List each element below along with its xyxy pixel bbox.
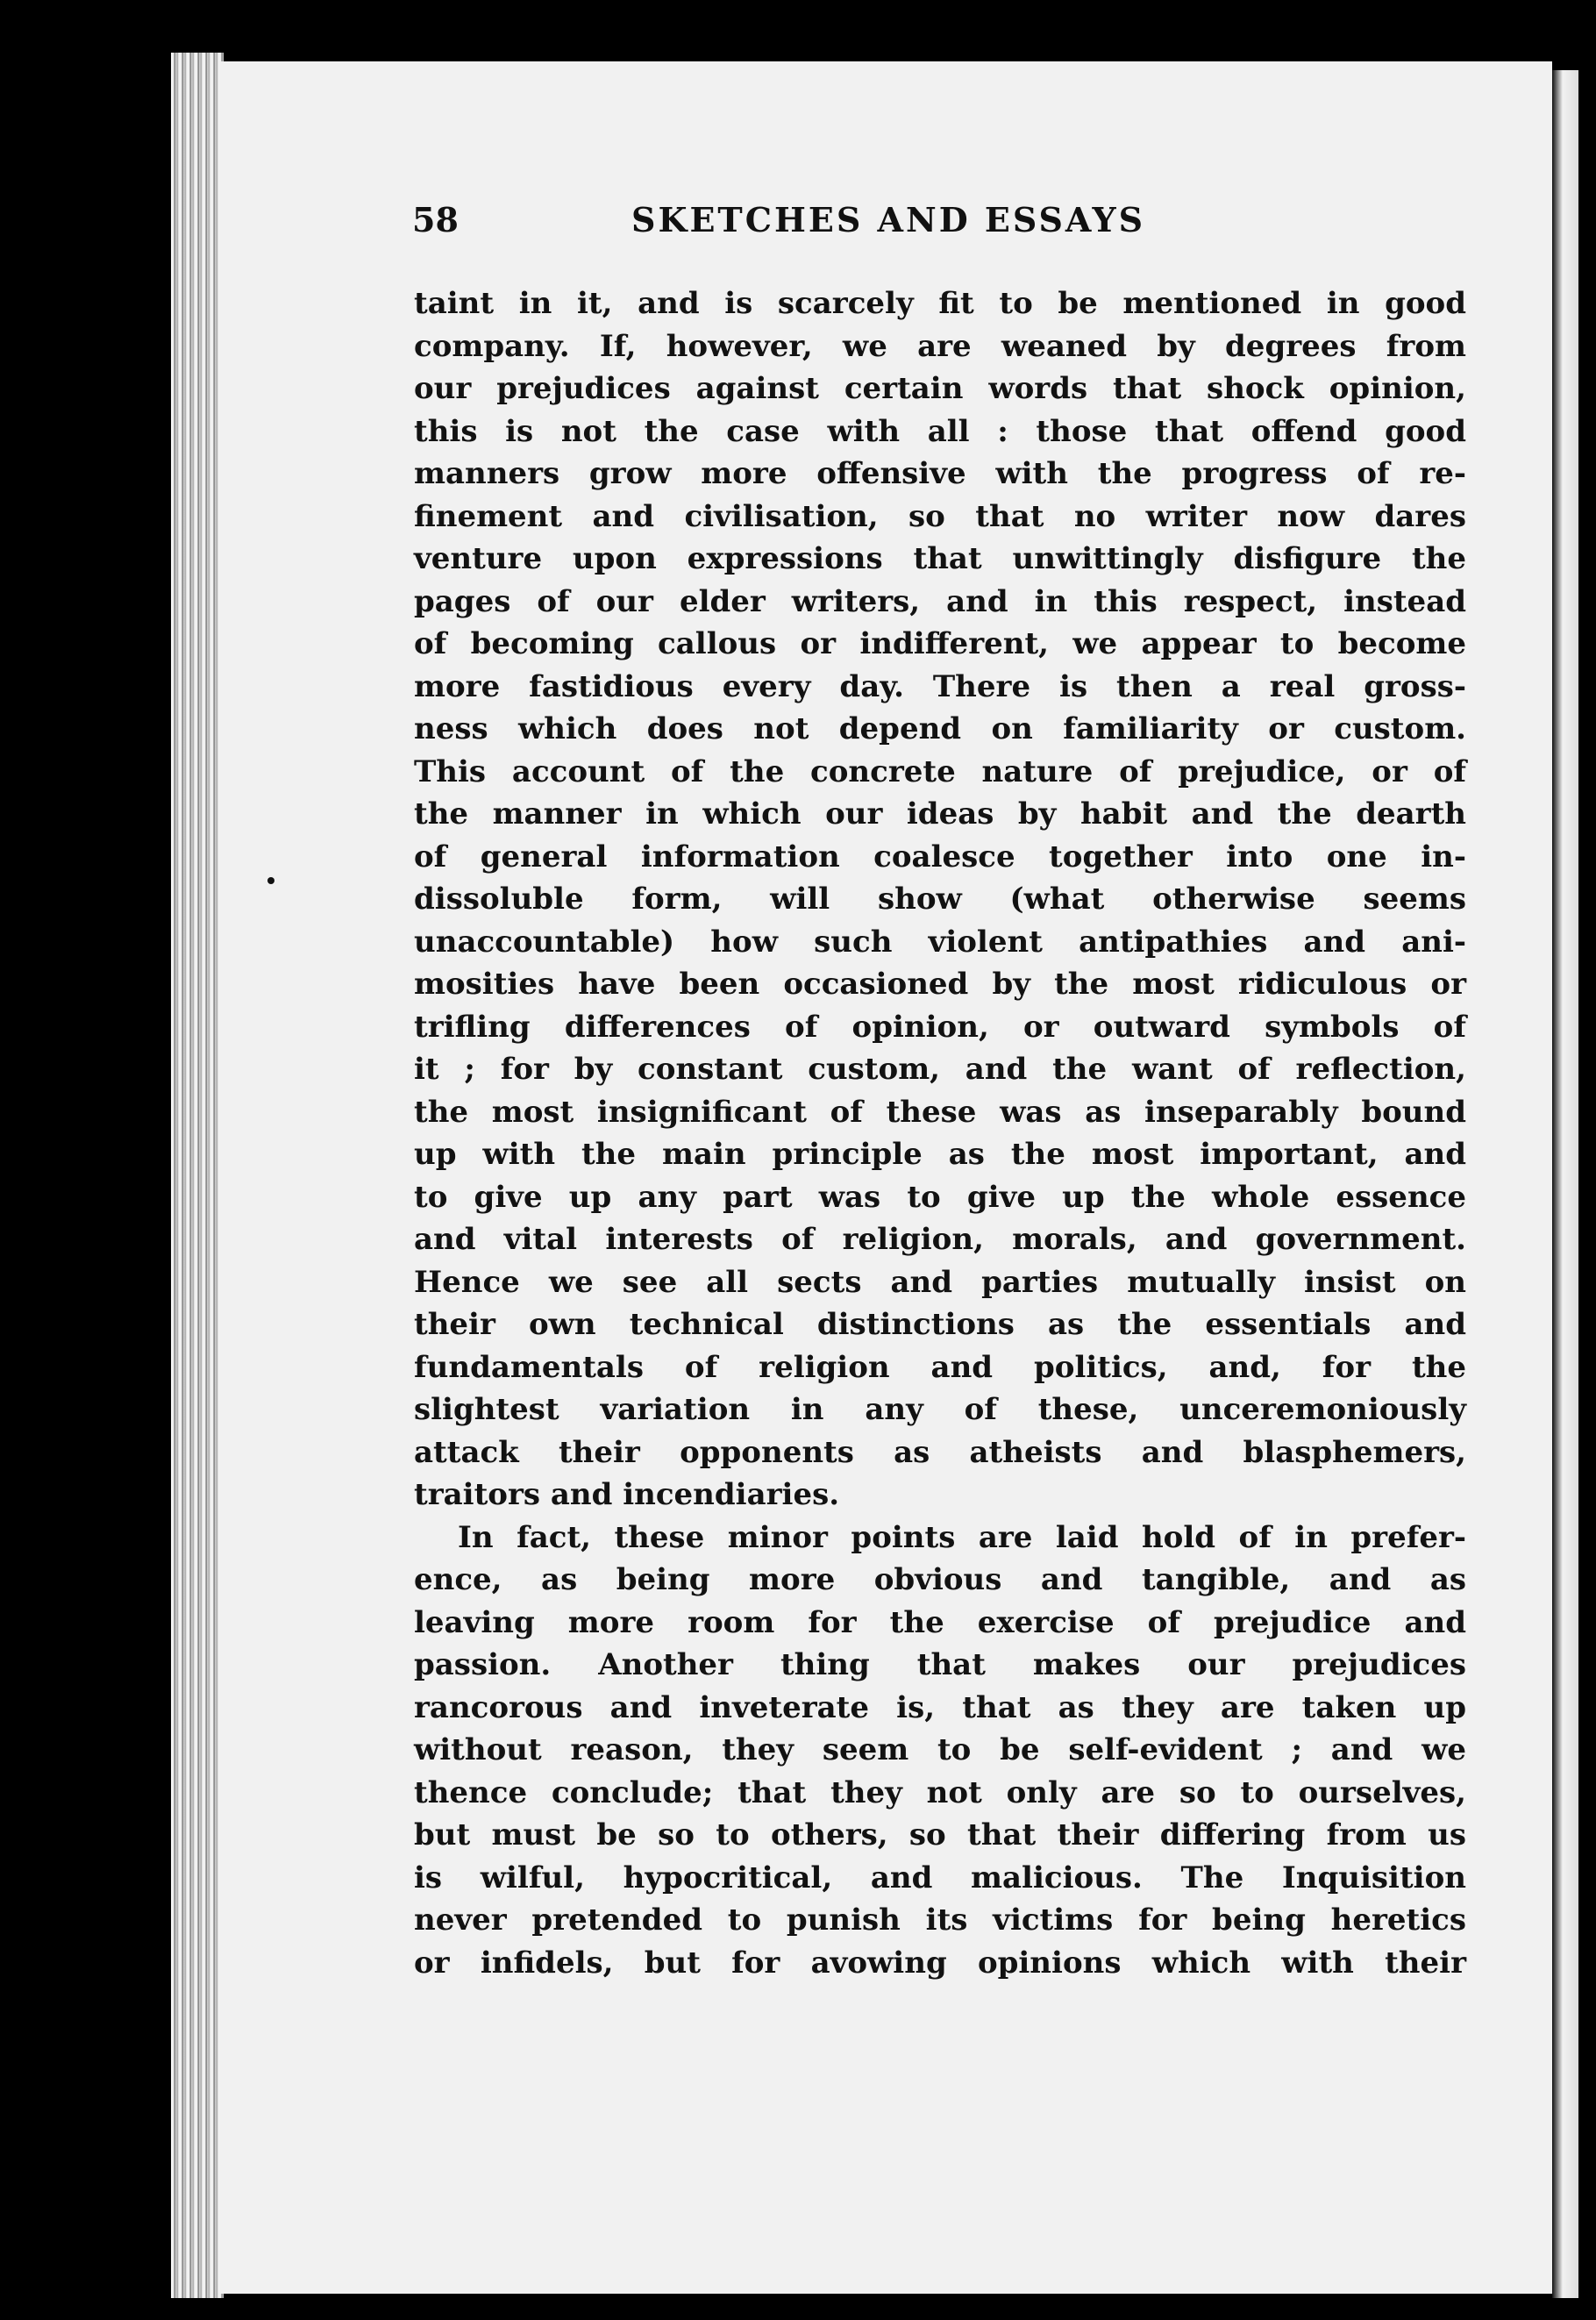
text-line: up with the main principle as the most important, and <box>414 1137 1466 1172</box>
text-line: mosities have been occasioned by the most ridiculous or <box>414 967 1466 1002</box>
text-line: the most insignificant of these was as inseparably bound <box>414 1094 1466 1130</box>
text-line: leaving more room for the exercise of prejudice and <box>414 1604 1466 1640</box>
text-line: rancorous and inveterate is, that as they are taken up <box>414 1689 1466 1725</box>
text-line: company. If, however, we are weaned by degrees from <box>414 328 1466 364</box>
text-line: trifling differences of opinion, or outward symbols of <box>414 1009 1466 1045</box>
text-line: never pretended to punish its victims for being heretics <box>414 1902 1466 1938</box>
text-line: traitors and incendiaries. <box>414 1477 840 1512</box>
running-title: SKETCHES AND ESSAYS <box>631 200 1146 239</box>
text-line: the manner in which our ideas by habit and the dearth <box>414 796 1466 832</box>
text-line: without reason, they seem to be self-evident ; and we <box>414 1732 1466 1767</box>
text-line: fundamentals of religion and politics, and, for the <box>414 1349 1466 1385</box>
text-line: their own technical distinctions as the essentials and <box>414 1307 1466 1342</box>
text-line: This account of the concrete nature of prejudice, or of <box>414 753 1466 789</box>
text-line: manners grow more offensive with the progress of re- <box>414 456 1466 491</box>
text-line: it ; for by constant custom, and the want of reflection, <box>414 1052 1466 1087</box>
text-line: to give up any part was to give up the whole essence <box>414 1179 1466 1215</box>
text-line: venture upon expressions that unwittingly disfigure the <box>414 541 1466 576</box>
text-line: attack their opponents as atheists and blasphemers, <box>414 1434 1466 1470</box>
page-number: 58 <box>412 200 459 239</box>
text-line: more fastidious every day. There is then a real gross- <box>414 668 1466 704</box>
text-line: slightest variation in any of these, unceremoniously <box>414 1392 1466 1427</box>
text-line: thence conclude; that they not only are so to ourselves, <box>414 1774 1466 1810</box>
text-line: dissoluble form, will show (what otherwise seems <box>414 882 1466 917</box>
page-edges <box>171 53 224 2298</box>
text-line: unaccountable) how such violent antipathies and ani- <box>414 924 1466 960</box>
text-line: ence, as being more obvious and tangible, and as <box>414 1562 1466 1597</box>
text-line: Hence we see all sects and parties mutually insist on <box>414 1264 1466 1300</box>
paragraph-2 <box>414 1517 1466 1985</box>
text-line: In fact, these minor points are laid hold of in prefer- <box>458 1519 1466 1555</box>
body-text <box>414 282 1466 1984</box>
page-header <box>412 200 1438 261</box>
margin-mark <box>267 877 274 884</box>
text-line: passion. Another thing that makes our prejudices <box>414 1647 1466 1682</box>
text-line: taint in it, and is scarcely fit to be mentioned in good <box>414 286 1466 321</box>
text-line: of general information coalesce together into one in- <box>414 839 1466 874</box>
text-line: pages of our elder writers, and in this respect, instead <box>414 583 1466 619</box>
text-line: is wilful, hypocritical, and malicious. The Inquisition <box>414 1860 1466 1895</box>
text-line: ness which does not depend on familiarity or custom. <box>414 711 1466 746</box>
text-line: of becoming callous or indifferent, we appear to become <box>414 626 1466 661</box>
paragraph-1 <box>414 282 1466 1517</box>
text-line: and vital interests of religion, morals, and government. <box>414 1222 1466 1257</box>
text-line: finement and civilisation, so that no writer now dares <box>414 498 1466 534</box>
text-line: or infidels, but for avowing opinions which with their <box>414 1945 1466 1981</box>
facing-page-edge <box>1552 70 1578 2298</box>
text-line: our prejudices against certain words that shock opinion, <box>414 371 1466 406</box>
text-line: this is not the case with all : those that offend good <box>414 413 1466 449</box>
text-line: but must be so to others, so that their differing from us <box>414 1817 1466 1852</box>
